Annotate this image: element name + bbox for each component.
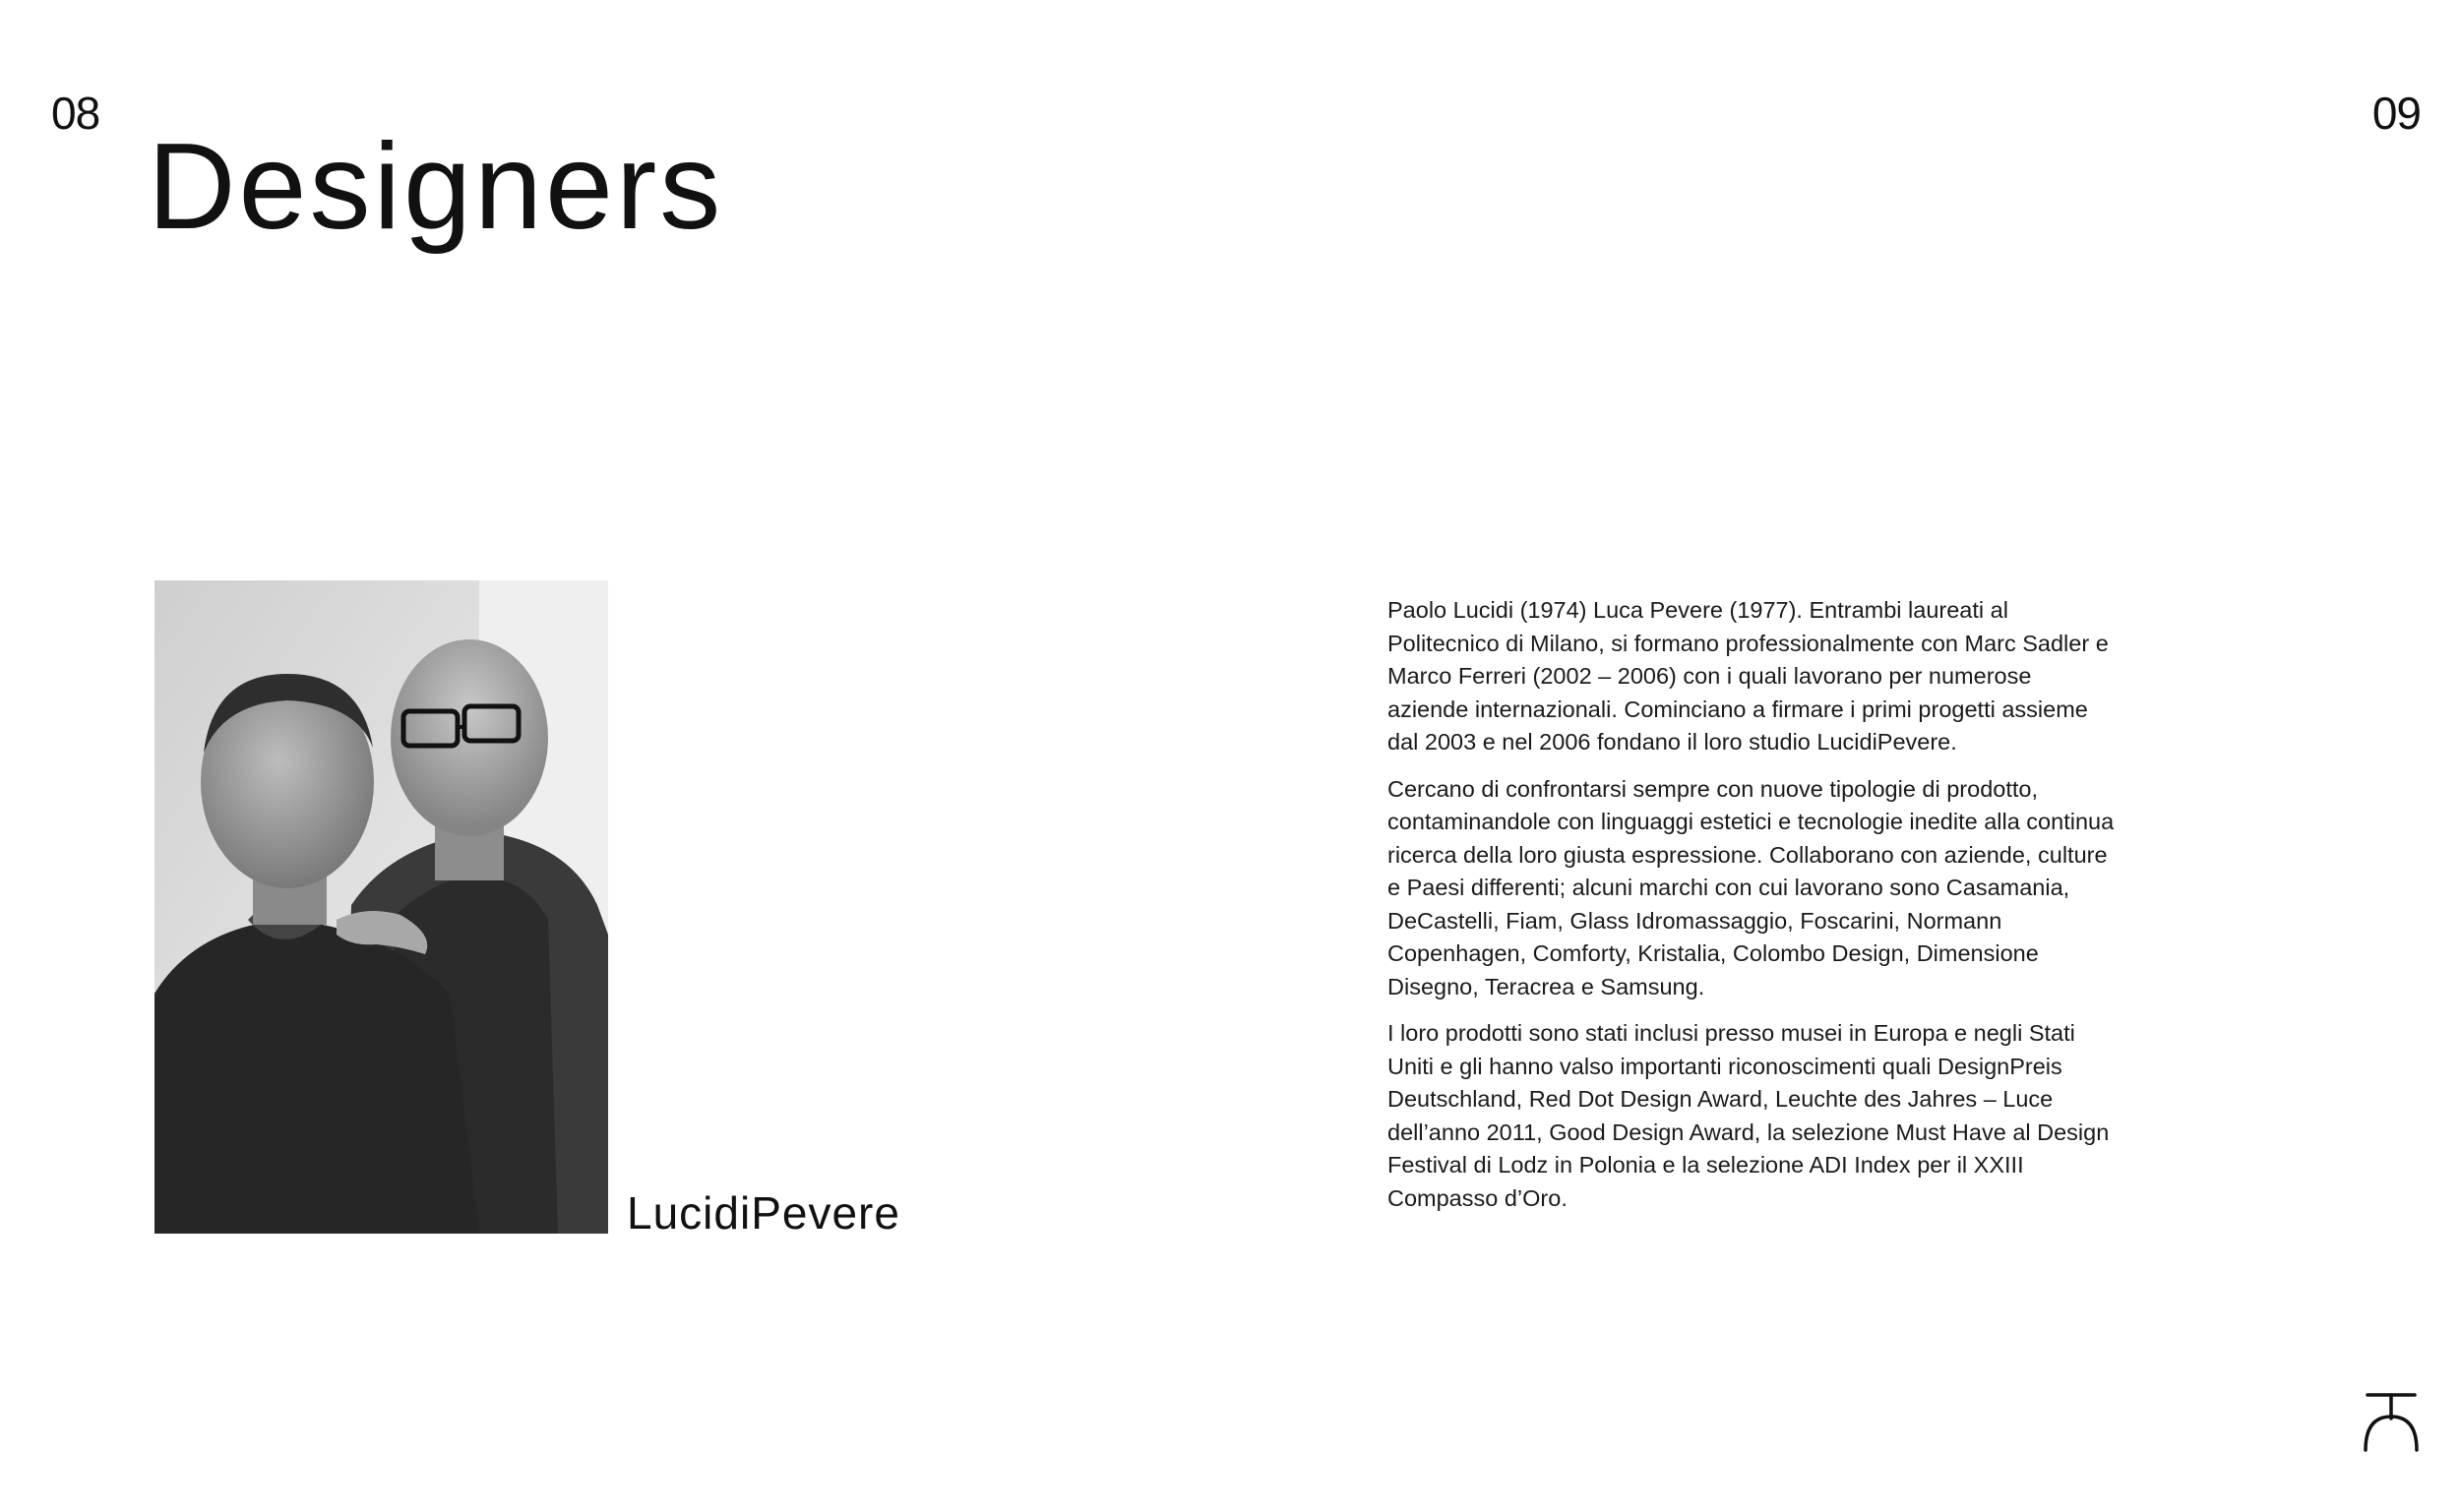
portrait-illustration xyxy=(154,580,608,1234)
brand-logo-glyph xyxy=(2362,1391,2421,1452)
designers-portrait-photo xyxy=(154,580,608,1234)
bio-paragraph: I loro prodotti sono stati inclusi presso musei in Europa e negli Stati Uniti e gli hanno valso importanti riconoscimenti quali DesignPreis Deutschland, Red Dot Design Award, Leuchte des Jahres – Luce dell’anno 2011, Good Design Award, la selezione Must Have al Design Festival di Lodz in Polonia e la selezione ADI Index per il XXIII Compasso d’Oro. xyxy=(1387,1020,2110,1211)
page-number-left: 08 xyxy=(51,88,100,139)
bio-paragraph: Cercano di confrontarsi sempre con nuove tipologie di prodotto, contaminandole con linguaggi estetici e tecnologie inedite alla continua ricerca della loro giusta espressione. Collaborano con aziende, culture e Paesi differenti; alcuni marchi con cui lavorano sono Casamania, DeCastelli, Fiam, Glass Idromassaggio, Foscarini, Normann Copenhagen, Comforty, Kristalia, Colombo Design, Dimensione Disegno, Teracrea e Samsung. xyxy=(1387,775,2115,999)
bio-paragraph: Paolo Lucidi (1974) Luca Pevere (1977). Entrambi laureati al Politecnico di Milano, si formano professionalmente con Marc Sadler e Marco Ferreri (2002 – 2006) con i quali lavorano per numerose aziende internazionali. Cominciano a firmare i primi progetti assieme dal 2003 e nel 2006 fondano il loro studio LucidiPevere. xyxy=(1387,597,2109,755)
designer-bio xyxy=(1387,594,2116,1229)
page-title: Designers xyxy=(148,119,724,255)
designer-name: LucidiPevere xyxy=(627,1187,900,1239)
brand-logo-icon xyxy=(2362,1391,2421,1452)
page-number-right: 09 xyxy=(2371,88,2421,139)
